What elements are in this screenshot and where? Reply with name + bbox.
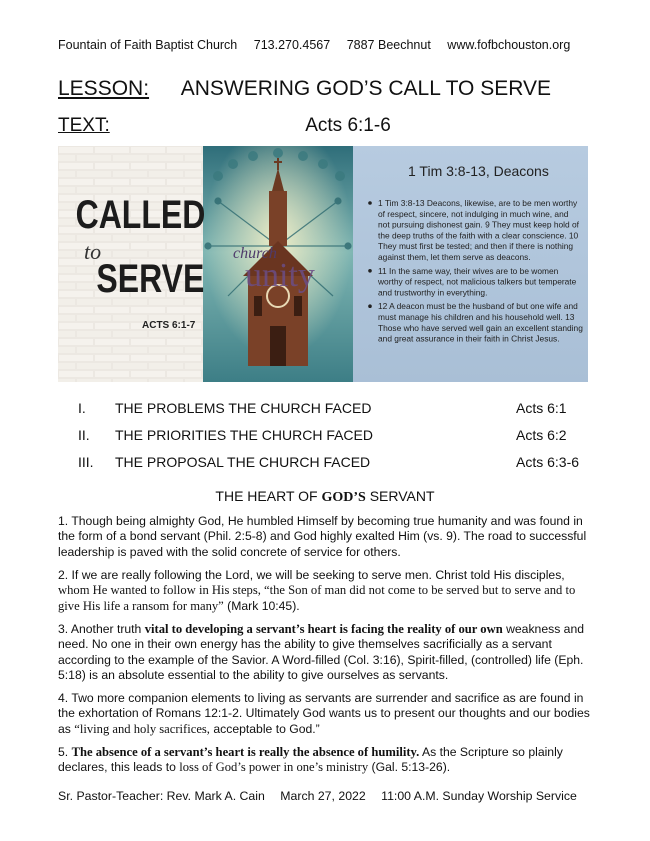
- paragraph-text: 4. Two more companion elements to living as servants are surrender and sacrifice as are found in the exhortation of Romans 12:1-2. Ultimately God wants us to present our thoughts and our bodies as: [58, 691, 590, 736]
- paragraph-text: 2. If we are really following the Lord, we will be seeking to serve men. Christ told His disciples,: [58, 568, 565, 582]
- bullet-line: must manage his children and his household well. 13: [378, 312, 575, 322]
- outline-title: THE PRIORITIES THE CHURCH FACED: [115, 427, 373, 443]
- church-word: church: [233, 245, 277, 262]
- text-label: TEXT:: [58, 115, 110, 136]
- bullet-dot: [368, 304, 372, 308]
- paragraph-quote: “living and holy sacrifices,: [74, 721, 210, 736]
- outline-numeral: II.: [78, 427, 90, 443]
- outline-numeral: III.: [78, 454, 94, 470]
- paragraph-text: acceptable to God.”: [209, 721, 320, 736]
- bullet-dot: [368, 201, 372, 205]
- paragraph-text: weakness and need. No one in their own energy has the ability to give themselves sacrificially as a servant according to the example of the Savior. A Word-filled (Col. 3:16), Spirit-filled, (controlled) life (Eph. 5:18) is an absolute essential to the ability to give ourselves as servants.: [58, 622, 585, 682]
- lesson-label: LESSON:: [58, 77, 150, 100]
- bullet-dot: [368, 269, 372, 273]
- paragraph-emphasis: The absence of a servant’s heart is really the absence of humility.: [71, 745, 420, 759]
- outline-ref: Acts 6:3-6: [516, 454, 580, 470]
- church-website: www.fofbchouston.org: [447, 38, 571, 52]
- paragraph-text: 1. Though being almighty God, He humbled Himself by becoming true humanity and was found in the form of a bond servant (Phil. 2:5-8) and God highly exalted Him (vs. 9). The road to successful leadership is paved with the solid concrete of service for others.: [58, 514, 587, 559]
- deacons-title: 1 Tim 3:8-13, Deacons: [408, 163, 549, 179]
- church-name: Fountain of Faith Baptist Church: [58, 38, 238, 52]
- deacons-panel: [353, 146, 588, 382]
- page-footer: [58, 789, 589, 803]
- pastor-name: Sr. Pastor-Teacher: Rev. Mark A. Cain: [58, 789, 265, 803]
- bullet-line: and great assurance in their faith in Christ Jesus.: [378, 333, 560, 344]
- text-reference: Acts 6:1-6: [305, 115, 391, 136]
- paragraph-text: 5.: [58, 745, 72, 759]
- outline-numeral: I.: [78, 400, 86, 416]
- paragraph-2: [58, 568, 598, 614]
- unity-word: unity: [245, 257, 315, 294]
- bullet-line: Those who have served well gain an excellent standing: [378, 322, 583, 333]
- outline-ref: Acts 6:1: [516, 400, 567, 416]
- heading-part: SERVANT: [365, 488, 435, 504]
- paragraph-4: [58, 691, 598, 737]
- bullet-line: 1 Tim 3:8-13 Deacons, likewise, are to be men worthy: [378, 198, 578, 208]
- outline-ref: Acts 6:2: [516, 427, 567, 443]
- section-heading: [0, 488, 650, 506]
- church-phone: 713.270.4567: [253, 38, 331, 52]
- paragraph-5: [58, 745, 598, 776]
- text-line: [58, 115, 391, 137]
- acts-ref-text: ACTS 6:1-7: [142, 320, 196, 331]
- bullet-line: They must first be tested; and then if there is nothing: [378, 241, 574, 252]
- bullet-line: against them, let them serve as deacons.: [378, 252, 531, 262]
- paragraph-emphasis: vital to developing a servant’s heart is facing the reality of our own: [144, 622, 503, 636]
- called-text: CALLED: [75, 191, 206, 237]
- service-time: 11:00 A.M. Sunday Worship Service: [381, 789, 577, 803]
- heading-part: THE HEART OF: [215, 488, 322, 504]
- paragraph-text: 3. Another truth: [58, 622, 145, 636]
- outline-list: [78, 400, 598, 481]
- bullet-line: the deep truths of the faith with a clear conscience. 10: [378, 230, 579, 241]
- church-address: 7887 Beechnut: [346, 38, 431, 52]
- outline-item: [78, 427, 598, 454]
- paragraph-3: [58, 622, 598, 683]
- paragraph-text: As the Scripture so plainly declares, this leads to: [58, 745, 563, 775]
- page-header: [58, 38, 594, 52]
- bullet-line: worthy of respect, not malicious talkers but temperate: [378, 276, 577, 287]
- deacons-bullets: [368, 198, 583, 344]
- bullet-line: 12 A deacon must be the husband of but one wife and: [378, 301, 578, 312]
- banner-image: [58, 146, 588, 382]
- serve-text: SERVE: [96, 255, 205, 301]
- paragraph-quote: whom He wanted to follow in His steps, “the Son of man did not come to be served but to serve and to give His life a ransom for many”: [58, 583, 576, 613]
- heading-emphasis: GOD’S: [321, 490, 366, 505]
- lesson-line: [58, 77, 551, 101]
- outline-title: THE PROPOSAL THE CHURCH FACED: [115, 454, 371, 470]
- paragraph-quote: loss of God’s power in one’s ministry: [179, 760, 369, 775]
- paragraph-text: (Gal. 5:13-26).: [368, 760, 451, 775]
- outline-item: [78, 400, 598, 427]
- bullet-line: and trustworthy in everything.: [378, 287, 488, 298]
- outline-item: [78, 454, 598, 481]
- bullet-line: not pursuing dishonest gain. 9 They must keep hold of: [378, 219, 579, 230]
- to-text: to: [84, 239, 102, 264]
- service-date: March 27, 2022: [280, 789, 366, 803]
- paragraph-1: [58, 514, 598, 560]
- outline-title: THE PROBLEMS THE CHURCH FACED: [115, 400, 372, 416]
- bullet-line: of respect, sincere, not indulging in much wine, and: [378, 208, 569, 219]
- bullet-line: 11 In the same way, their wives are to be women: [378, 265, 559, 276]
- paragraph-text: (Mark 10:45).: [223, 598, 300, 613]
- lesson-title: ANSWERING GOD’S CALL TO SERVE: [180, 77, 552, 100]
